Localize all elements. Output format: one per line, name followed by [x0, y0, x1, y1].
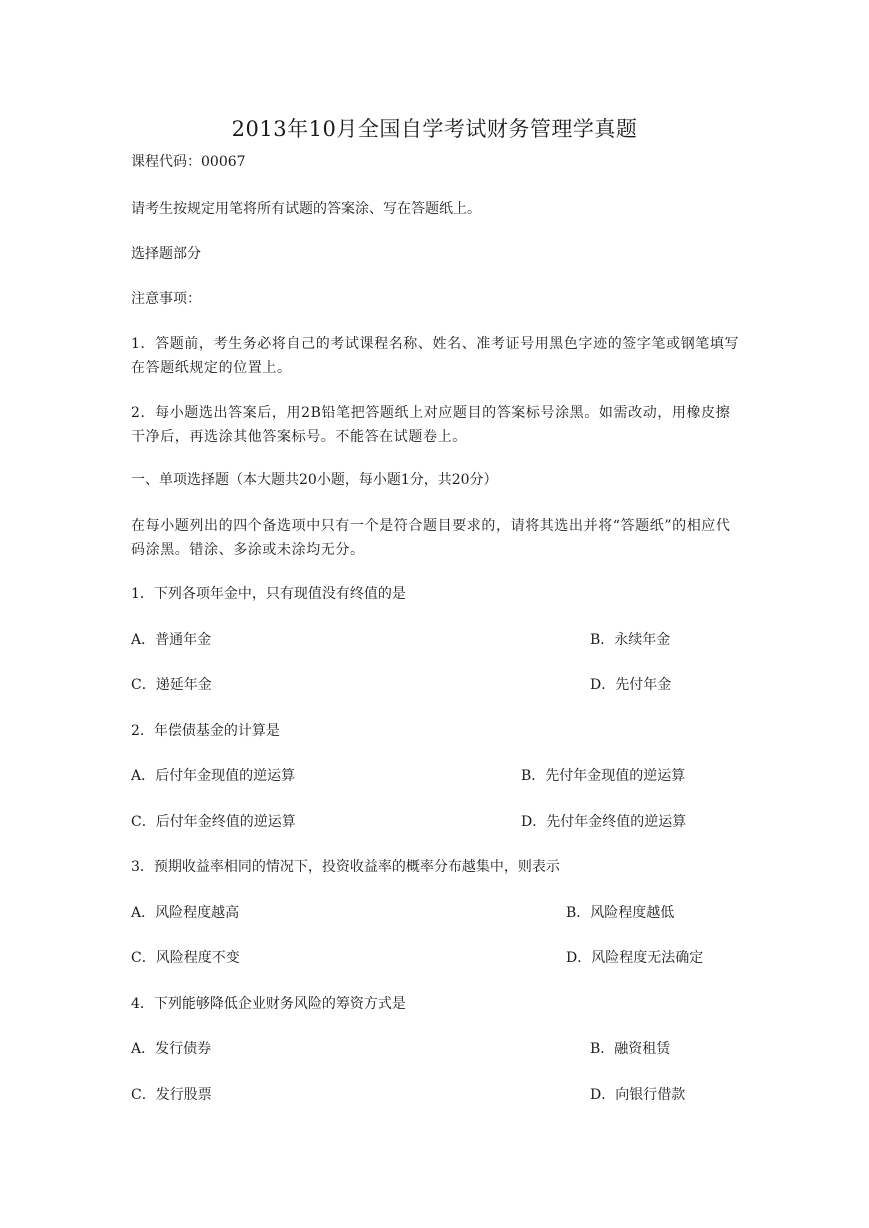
question-4-stem: 4．下列能够降低企业财务风险的筹资方式是 — [131, 996, 406, 1012]
note-2: 2．每小题选出答案后，用2B铅笔把答题纸上对应题目的答案标号涂黑。如需改动，用橡皮擦干净后，再选涂其他答案标号。不能答在试题卷上。 — [131, 405, 731, 445]
note-1: 1．答题前，考生务必将自己的考试课程名称、姓名、准考证号用黑色字迹的签字笔或钢笔填写在答题纸规定的位置上。 — [131, 336, 740, 376]
question-1-stem: 1．下列各项年金中，只有现值没有终值的是 — [131, 586, 406, 602]
part1-description: 在每小题列出的四个备选项中只有一个是符合题目要求的，请将其选出并将“答题纸”的相应代码涂黑。错涂、多涂或未涂均无分。 — [131, 518, 731, 558]
question-2-stem: 2．年偿债基金的计算是 — [131, 723, 280, 739]
question-1-option-d: D．先付年金 — [590, 677, 672, 693]
question-2-option-b: B．先付年金现值的逆运算 — [521, 768, 686, 784]
question-1-option-c: C．递延年金 — [131, 677, 212, 693]
question-3-option-a: A．风险程度越高 — [131, 905, 240, 921]
question-4-option-b: B．融资租赁 — [590, 1041, 671, 1057]
question-1-option-b: B．永续年金 — [590, 632, 671, 648]
section-heading: 选择题部分 — [131, 246, 201, 262]
instruction: 请考生按规定用笔将所有试题的答案涂、写在答题纸上。 — [131, 201, 481, 217]
part1-heading: 一、单项选择题（本大题共20小题，每小题1分，共20分） — [131, 472, 498, 488]
question-3-option-c: C．风险程度不变 — [131, 950, 240, 966]
question-1-option-a: A．普通年金 — [131, 632, 212, 648]
question-4-option-c: C．发行股票 — [131, 1087, 212, 1103]
question-4-option-a: A．发行债券 — [131, 1041, 212, 1057]
question-3-option-d: D．风险程度无法确定 — [566, 950, 704, 966]
question-2-option-a: A．后付年金现值的逆运算 — [131, 768, 296, 784]
question-2-option-d: D．先付年金终值的逆运算 — [521, 814, 687, 830]
question-3-stem: 3．预期收益率相同的情况下，投资收益率的概率分布越集中，则表示 — [131, 859, 560, 875]
course-code: 课程代码：00067 — [131, 154, 246, 170]
notes-heading: 注意事项： — [131, 291, 201, 307]
page-title: 2013年10月全国自学考试财务管理学真题 — [231, 117, 638, 141]
question-3-option-b: B．风险程度越低 — [566, 905, 675, 921]
question-4-option-d: D．向银行借款 — [590, 1087, 686, 1103]
question-2-option-c: C．后付年金终值的逆运算 — [131, 814, 296, 830]
